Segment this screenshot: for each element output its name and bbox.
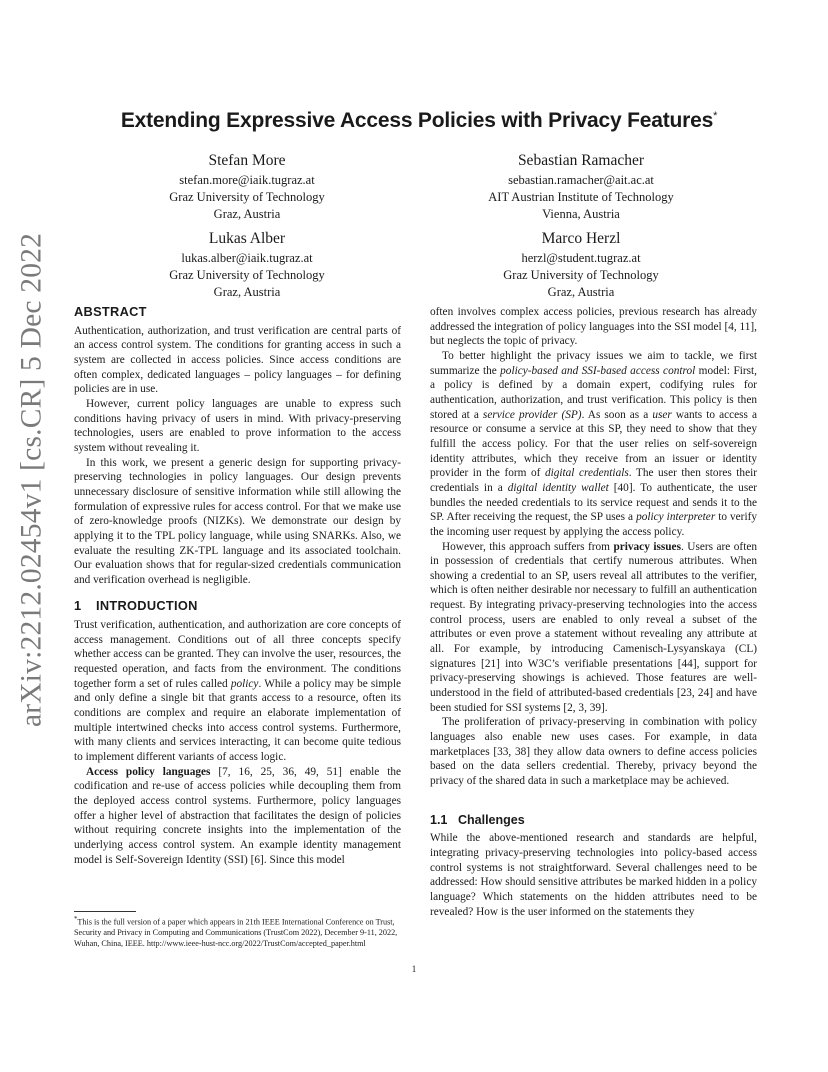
author-email: herzl@student.tugraz.at	[521, 251, 641, 265]
author-block-2	[431, 151, 731, 223]
challenges-paragraph: While the above-mentioned research and standards are helpful, integrating privacy-preserving technologies into policy-based access control systems is not straightforward. Several challenges need to be addressed: How should sensitive attributes be marked hidden in a policy language? Which statements on the hidden attributes need to be revealed? How is the user informed on the statements they	[430, 832, 757, 918]
abstract-heading: ABSTRACT	[74, 304, 147, 319]
author-affiliation: Graz University of Technology	[169, 268, 325, 282]
abstract-paragraph: However, current policy languages are unable to express such conditions having privacy of users in mind. With privacy-preserving technologies, users are enabled to prove information to the access system without revealing it.	[74, 397, 401, 454]
author-name: Lukas Alber	[208, 230, 286, 247]
author-affiliation: AIT Austrian Institute of Technology	[488, 190, 674, 204]
intro-paragraph-2: Access policy languages [7, 16, 25, 36, 49, 51] enable the codification and re-use of access policies while decoupling them from the deployed access control systems. Furthermore, policy languages offer a higher level of abstraction that facilitates the design of policies without requiring concrete insights into the implementation of the underlying access control system. An example identity management model is Self-Sovereign Identity (SSI) [6]. Since this model	[74, 765, 401, 866]
right-column	[430, 305, 757, 919]
paper-title-text: Extending Expressive Access Policies with Privacy Features	[120, 109, 714, 132]
intro-paragraph-1: Trust verification, authentication, and authorization are core concepts of access management. Conditions out of all three concepts specify whether access can be granted. They can involve the user, resources, the requested operation, and facts from the environment. The conditions together form a set of rules called policy. While a policy may be simple and only define a single bit that grants access to a resource, often its conditions are complex and require an elaborate implementation of multiple intertwined checks into access control systems. Furthermore, with many clients and services interacting, it can become quite tedious to implement different variants of access logic.	[74, 619, 401, 764]
section-number: 1	[74, 598, 82, 614]
arxiv-sidebar	[4, 232, 60, 728]
author-email: stefan.more@iaik.tugraz.at	[179, 173, 315, 187]
section-title: INTRODUCTION	[96, 598, 198, 614]
author-name: Sebastian Ramacher	[517, 152, 645, 169]
intro-paragraph-3: often involves complex access policies, previous research has already addressed the integration of policy languages into the SSI model [4, 11], but neglects the topic of privacy.	[430, 306, 757, 348]
left-column	[74, 305, 401, 867]
page-number: 1	[411, 964, 417, 974]
intro-paragraph-4: To better highlight the privacy issues we aim to tackle, we first summarize the policy-based and SSI-based access control model: First, a policy is defined by a domain expert, codifying rules for authentication, authorization, and trust verification. This policy is then stored at a service provider (SP). As soon as a user wants to access a resource or consume a service at this SP, they need to show that they fulfill the access policy. For that the user relies on self-sovereign identity attributes, which they receive from an issuer or identity provider in the form of digital credentials. The user then stores their credentials in a digital identity wallet [40]. To authenticate, the user bundles the needed credentials to its service request and sends it to the SP. After receiving the request, the SP uses a policy interpreter to verify the incoming user request by applying the access policy.	[430, 349, 758, 538]
subsection-title: Challenges	[458, 812, 525, 827]
intro-paragraph-5: However, this approach suffers from privacy issues. Users are often in possession of credentials that certify numerous attributes. When showing a credential to an SP, users reveal all attributes to the verifier, which is often neither desirable nor necessary to fulfill an authentication request. By integrating privacy-preserving technologies into the access control process, users are enabled to only reveal a subset of the attributes or even prove a statement without revealing any attribute at all. For example, by introducing Camenisch-Lysyanskaya (CL) signatures [21] into W3C’s verifiable presentations [44], support for privacy-preserving showings is achieved. Those features are well-understood in the field of attributed-based credentials [23, 24] and have been studied for SSI systems [2, 3, 39].	[430, 540, 757, 714]
footnote	[74, 915, 401, 950]
intro-paragraph-6: The proliferation of privacy-preserving in combination with policy languages also enable new uses cases. For example, in data marketplaces [33, 38] they allow data owners to define access policies based on the data sellers credential. Thereby, privacy beyond the privacy of the shared data in such a marketplace may be achieved.	[430, 716, 757, 787]
abstract-paragraph: In this work, we present a generic design for supporting privacy-preserving technologies in policy languages. Our design prevents unnecessary disclosure of sensitive information while still allowing the formulation of expressive rules for access control. For that we make use of zero-knowledge proofs (NIZKs). We demonstrate our design by applying it to the TPL policy language, while using SNARKs. Also, we evaluate the resulting ZK-TPL language and its associated toolchain. Our evaluation shows that for regular-sized credentials communication and verification overhead is negligible.	[74, 456, 401, 586]
author-location: Vienna, Austria	[542, 207, 620, 221]
footnote-text: This is the full version of a paper which appears in 21th IEEE International Conference on Trust, Security and Privacy in Computing and Communications (TrustCom 2022), December 9-11, 2022, Wuhan, China, IEEE. http://www.ieee-hust-ncc.org/2022/TrustCom/accepted_paper.html	[74, 917, 398, 948]
challenges-heading	[430, 813, 757, 828]
author-affiliation: Graz University of Technology	[503, 268, 659, 282]
author-block-1	[97, 151, 397, 223]
footnote-rule	[74, 911, 136, 912]
arxiv-identifier: arXiv:2212.02454v1 [cs.CR] 5 Dec 2022	[15, 232, 48, 728]
subsection-number: 1.1	[430, 812, 448, 827]
author-affiliation: Graz University of Technology	[169, 190, 325, 204]
author-location: Graz, Austria	[547, 285, 615, 299]
author-block-3	[97, 229, 397, 301]
author-location: Graz, Austria	[213, 285, 281, 299]
abstract-paragraph: Authentication, authorization, and trust verification are central parts of an access control system. The conditions for granting access in such a system are collected in access policies. Since access conditions are often complex, dedicated languages – policy languages – for defining policies are in use.	[74, 324, 401, 396]
author-email: lukas.alber@iaik.tugraz.at	[181, 251, 313, 265]
paper-title	[74, 109, 764, 133]
author-block-4	[431, 229, 731, 301]
author-name: Marco Herzl	[541, 230, 621, 247]
footnote-mark: *	[74, 916, 78, 923]
introduction-heading	[74, 599, 401, 614]
author-location: Graz, Austria	[213, 207, 281, 221]
title-footnote-mark: *	[713, 110, 718, 122]
author-email: sebastian.ramacher@ait.ac.at	[508, 173, 654, 187]
author-name: Stefan More	[208, 152, 286, 169]
